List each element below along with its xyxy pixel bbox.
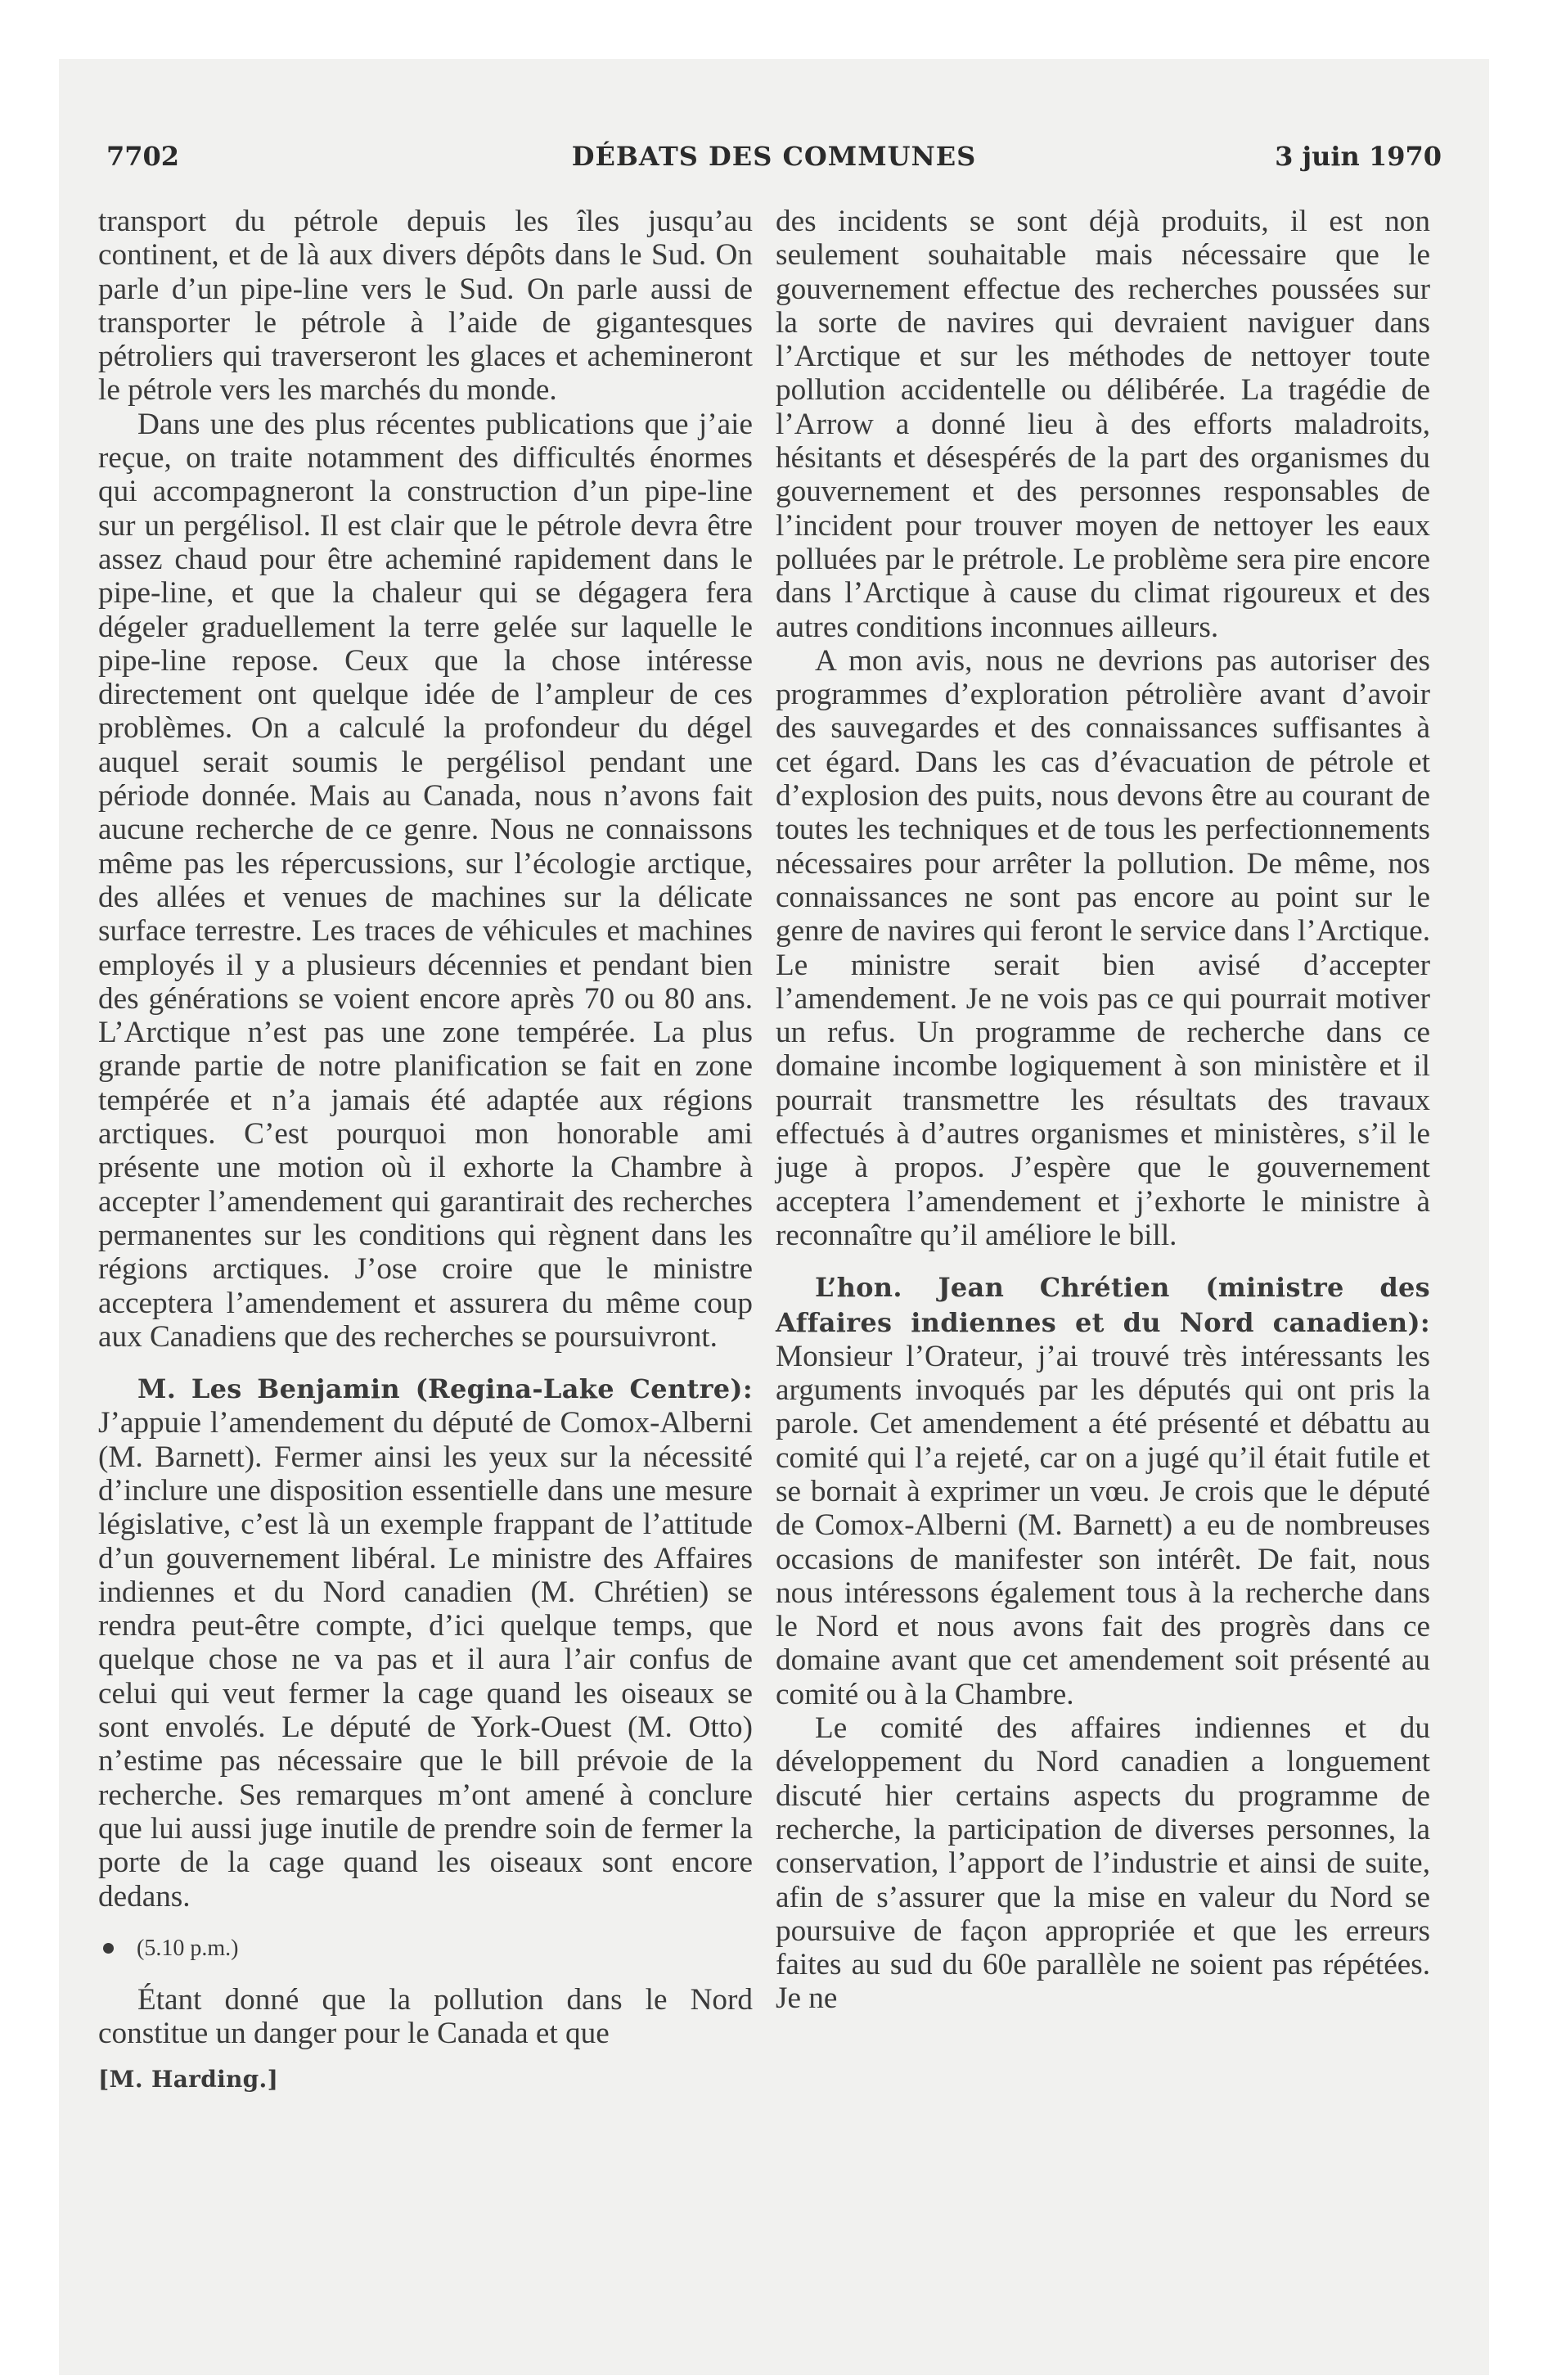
speaker-name: M. Les Benjamin (Regina-Lake Centre):	[137, 1373, 753, 1405]
paragraph: Étant donné que la pollution dans le Nord constitue un danger pour le Canada et que	[98, 1983, 753, 2051]
right-column	[776, 205, 1430, 2016]
page-number: 7702	[106, 141, 180, 172]
left-column	[98, 205, 753, 2096]
speech	[98, 1372, 753, 1913]
speech-text: Monsieur l’Orateur, j’ai trouvé très intéressants les arguments invoqués par les députés qui ont pris la parole. Cet amendement a été présenté et débattu au comité qui l’a rejeté, car on a jugé qu’il était futile et se bornait à exprimer un vœu. Je crois que le député de Comox-Alberni (M. Barnett) a eu de nombreuses occasions de manifester son intérêt. De fait, nous nous intéressons également tous à la recherche dans le Nord et nous avons fait des progrès dans ce domaine avant que cet amendement soit présenté au comité ou à la Chambre.	[776, 1339, 1430, 1711]
footer-speaker-name: [M. Harding.]	[98, 2065, 279, 2093]
footer-speaker	[98, 2062, 753, 2096]
paragraph: A mon avis, nous ne devrions pas autoriser des programmes d’exploration pétrolière avant d’avoir des sauvegardes et des connaissances suffisantes à cet égard. Dans les cas d’évacuation de pétrole et d’explosion des puits, nous devons être au courant de toutes les techniques et de tous les perfectionnements nécessaires pour arrêter la pollution. De même, nos connaissances ne sont pas encore au point sur le genre de navires qui feront le service dans l’Arctique. Le ministre serait bien avisé d’accepter l’amendement. Je ne vois pas ce qui pourrait motiver un refus. Un programme de recherche dans ce domaine incombe logiquement à son ministère et il pourrait transmettre les résultats des travaux effectués à d’autres organismes et ministères, s’il le juge à propos. J’espère que le gouvernement acceptera l’amendement et j’exhorte le ministre à reconnaître qu’il améliore le bill.	[776, 643, 1430, 1252]
page-header	[106, 141, 1442, 182]
time-text: (5.10 p.m.)	[137, 1935, 239, 1961]
paragraph: Dans une des plus récentes publications que j’aie reçue, on traite notamment des difficultés énormes qui accompagneront la construction d’un pipe-line sur un pergélisol. Il est clair que le pétrole devra être assez chaud pour être acheminé rapidement dans le pipe-line, et que la chaleur qui se dégagera fera dégeler graduellement la terre gelée sur laquelle le pipe-line repose. Ceux que la chose intéresse directement ont quelque idée de l’ampleur de ces problèmes. On a calculé la profondeur du dégel auquel serait soumis le pergélisol pendant une période donnée. Mais au Canada, nous n’avons fait aucune recherche de ce genre. Nous ne connaissons même pas les répercussions, sur l’écologie arctique, des allées et venues de machines sur la délicate surface terrestre. Les traces de véhicules et machines employés il y a plusieurs décennies et pendant bien des générations se voient encore après 70 ou 80 ans. L’Arctique n’est pas une zone tempérée. La plus grande partie de notre planification se fait en zone tempérée et n’a jamais été adaptée aux régions arctiques. C’est pourquoi mon honorable ami présente une motion où il exhorte la Chambre à accepter l’amendement qui garantirait des recherches permanentes sur les conditions qui règnent dans les régions arctiques. J’ose croire que le ministre acceptera l’amendement et assurera du même coup aux Canadiens que des recherches se poursuivront.	[98, 407, 753, 1354]
time-marker	[98, 1931, 753, 1965]
speaker-name: L’hon. Jean Chrétien (ministre des Affaires indiennes et du Nord canadien):	[776, 1272, 1430, 1338]
paragraph: transport du pétrole depuis les îles jusqu’au continent, et de là aux divers dépôts dans le Sud. On parle d’un pipe-line vers le Sud. On parle aussi de transporter le pétrole à l’aide de gigantesques pétroliers qui traverseront les glaces et achemineront le pétrole vers les marchés du monde.	[98, 205, 753, 408]
speech	[776, 1270, 1430, 1711]
paragraph: des incidents se sont déjà produits, il est non seulement souhaitable mais nécessaire que le gouvernement effectue des recherches poussées sur la sorte de navires qui devraient naviguer dans l’Arctique et sur les méthodes de nettoyer toute pollution accidentelle ou délibérée. La tragédie de l’Arrow a donné lieu à des efforts maladroits, hésitants et désespérés de la part des organismes du gouvernement et des personnes responsables de l’incident pour trouver moyen de nettoyer les eaux polluées par le prétrole. Le problème sera pire encore dans l’Arctique à cause du climat rigoureux et des autres conditions inconnues ailleurs.	[776, 205, 1430, 644]
paragraph: Le comité des affaires indiennes et du développement du Nord canadien a longuement discuté hier certains aspects du programme de recherche, la participation de diverses personnes, la conservation, l’apport de l’industrie et ainsi de suite, afin de s’assurer que la mise en valeur du Nord se poursuive de façon appropriée et que les erreurs faites au sud du 60e parallèle ne soient pas répétées. Je ne	[776, 1711, 1430, 2016]
page-date: 3 juin 1970	[1275, 141, 1442, 172]
speech-text: J’appuie l’amendement du député de Comox-Alberni (M. Barnett). Fermer ainsi les yeux sur la nécessité d’inclure une disposition essentielle dans une mesure législative, c’est là un exemple frappant de l’attitude d’un gouvernement libéral. Le ministre des Affaires indiennes et du Nord canadien (M. Chrétien) se rendra peut-être compte, d’ici quelque temps, que quelque chose ne va pas et il aura l’air confus de celui qui veut fermer la cage quand les oiseaux se sont envolés. Le député de York-Ouest (M. Otto) n’estime pas nécessaire que le bill prévoie de la recherche. Ses remarques m’ont amené à conclure que lui aussi juge inutile de prendre soin de fermer la porte de la cage quand les oiseaux sont encore dedans.	[98, 1406, 753, 1913]
page-title: DÉBATS DES COMMUNES	[571, 141, 977, 172]
bullet-icon	[103, 1943, 114, 1954]
